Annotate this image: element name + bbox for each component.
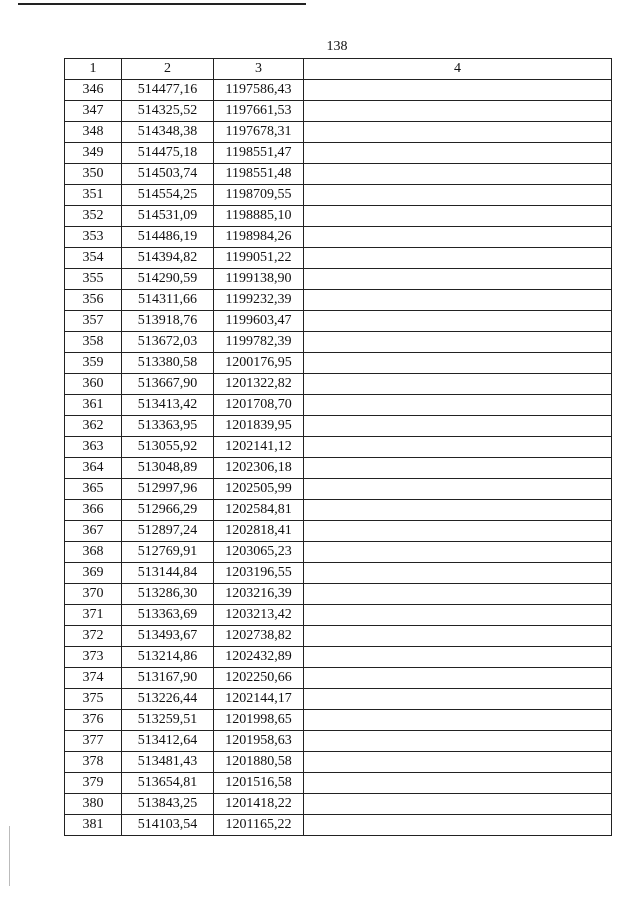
y-coordinate-cell: 1201839,95 — [214, 416, 304, 437]
y-coordinate-cell: 1200176,95 — [214, 353, 304, 374]
table-row — [65, 290, 612, 311]
table-row — [65, 521, 612, 542]
table-row — [65, 353, 612, 374]
y-coordinate-cell: 1202141,12 — [214, 437, 304, 458]
y-coordinate-cell: 1201998,65 — [214, 710, 304, 731]
y-coordinate-cell: 1198551,47 — [214, 143, 304, 164]
note-cell — [304, 164, 612, 185]
x-coordinate-cell: 514290,59 — [122, 269, 214, 290]
x-coordinate-cell: 512897,24 — [122, 521, 214, 542]
top-rule — [18, 3, 306, 5]
note-cell — [304, 605, 612, 626]
point-number-cell: 379 — [65, 773, 122, 794]
table-row — [65, 668, 612, 689]
x-coordinate-cell: 513672,03 — [122, 332, 214, 353]
y-coordinate-cell: 1202584,81 — [214, 500, 304, 521]
point-number-cell: 353 — [65, 227, 122, 248]
table-row — [65, 332, 612, 353]
y-coordinate-cell: 1201322,82 — [214, 374, 304, 395]
x-coordinate-cell: 514531,09 — [122, 206, 214, 227]
x-coordinate-cell: 513843,25 — [122, 794, 214, 815]
note-cell — [304, 143, 612, 164]
y-coordinate-cell: 1203216,39 — [214, 584, 304, 605]
header-cell-3: 3 — [214, 59, 304, 80]
note-cell — [304, 290, 612, 311]
point-number-cell: 368 — [65, 542, 122, 563]
x-coordinate-cell: 514348,38 — [122, 122, 214, 143]
x-coordinate-cell: 513412,64 — [122, 731, 214, 752]
table-row — [65, 479, 612, 500]
y-coordinate-cell: 1201880,58 — [214, 752, 304, 773]
y-coordinate-cell: 1199782,39 — [214, 332, 304, 353]
point-number-cell: 378 — [65, 752, 122, 773]
x-coordinate-cell: 513214,86 — [122, 647, 214, 668]
margin-mark — [9, 826, 10, 886]
note-cell — [304, 626, 612, 647]
x-coordinate-cell: 514103,54 — [122, 815, 214, 836]
x-coordinate-cell: 513363,69 — [122, 605, 214, 626]
y-coordinate-cell: 1198984,26 — [214, 227, 304, 248]
point-number-cell: 358 — [65, 332, 122, 353]
table-row — [65, 500, 612, 521]
x-coordinate-cell: 514325,52 — [122, 101, 214, 122]
point-number-cell: 362 — [65, 416, 122, 437]
table-body — [65, 80, 612, 836]
note-cell — [304, 458, 612, 479]
point-number-cell: 371 — [65, 605, 122, 626]
x-coordinate-cell: 513481,43 — [122, 752, 214, 773]
point-number-cell: 370 — [65, 584, 122, 605]
x-coordinate-cell: 514311,66 — [122, 290, 214, 311]
note-cell — [304, 395, 612, 416]
point-number-cell: 365 — [65, 479, 122, 500]
y-coordinate-cell: 1201516,58 — [214, 773, 304, 794]
y-coordinate-cell: 1201708,70 — [214, 395, 304, 416]
x-coordinate-cell: 513167,90 — [122, 668, 214, 689]
x-coordinate-cell: 513654,81 — [122, 773, 214, 794]
table-row — [65, 458, 612, 479]
point-number-cell: 357 — [65, 311, 122, 332]
note-cell — [304, 710, 612, 731]
y-coordinate-cell: 1201958,63 — [214, 731, 304, 752]
x-coordinate-cell: 514503,74 — [122, 164, 214, 185]
point-number-cell: 377 — [65, 731, 122, 752]
y-coordinate-cell: 1202144,17 — [214, 689, 304, 710]
header-cell-2: 2 — [122, 59, 214, 80]
y-coordinate-cell: 1199603,47 — [214, 311, 304, 332]
point-number-cell: 366 — [65, 500, 122, 521]
point-number-cell: 352 — [65, 206, 122, 227]
note-cell — [304, 521, 612, 542]
header-cell-1: 1 — [65, 59, 122, 80]
y-coordinate-cell: 1201165,22 — [214, 815, 304, 836]
x-coordinate-cell: 513259,51 — [122, 710, 214, 731]
note-cell — [304, 206, 612, 227]
x-coordinate-cell: 513144,84 — [122, 563, 214, 584]
x-coordinate-cell: 514475,18 — [122, 143, 214, 164]
point-number-cell: 350 — [65, 164, 122, 185]
point-number-cell: 348 — [65, 122, 122, 143]
table-row — [65, 206, 612, 227]
table-row — [65, 815, 612, 836]
point-number-cell: 354 — [65, 248, 122, 269]
note-cell — [304, 542, 612, 563]
point-number-cell: 355 — [65, 269, 122, 290]
table-row — [65, 794, 612, 815]
table-row — [65, 689, 612, 710]
y-coordinate-cell: 1197586,43 — [214, 80, 304, 101]
table-row — [65, 395, 612, 416]
x-coordinate-cell: 512966,29 — [122, 500, 214, 521]
y-coordinate-cell: 1197678,31 — [214, 122, 304, 143]
x-coordinate-cell: 513413,42 — [122, 395, 214, 416]
point-number-cell: 373 — [65, 647, 122, 668]
table-row — [65, 647, 612, 668]
y-coordinate-cell: 1203196,55 — [214, 563, 304, 584]
point-number-cell: 347 — [65, 101, 122, 122]
x-coordinate-cell: 514486,19 — [122, 227, 214, 248]
table-row — [65, 164, 612, 185]
y-coordinate-cell: 1202818,41 — [214, 521, 304, 542]
y-coordinate-cell: 1202505,99 — [214, 479, 304, 500]
table-row — [65, 122, 612, 143]
table-row — [65, 227, 612, 248]
note-cell — [304, 500, 612, 521]
y-coordinate-cell: 1198885,10 — [214, 206, 304, 227]
table-row — [65, 374, 612, 395]
note-cell — [304, 437, 612, 458]
note-cell — [304, 416, 612, 437]
table-row — [65, 773, 612, 794]
table-row — [65, 542, 612, 563]
table-row — [65, 101, 612, 122]
x-coordinate-cell: 513918,76 — [122, 311, 214, 332]
note-cell — [304, 752, 612, 773]
y-coordinate-cell: 1203065,23 — [214, 542, 304, 563]
x-coordinate-cell: 514394,82 — [122, 248, 214, 269]
table-row — [65, 584, 612, 605]
x-coordinate-cell: 513493,67 — [122, 626, 214, 647]
point-number-cell: 369 — [65, 563, 122, 584]
note-cell — [304, 794, 612, 815]
x-coordinate-cell: 514477,16 — [122, 80, 214, 101]
y-coordinate-cell: 1199138,90 — [214, 269, 304, 290]
point-number-cell: 372 — [65, 626, 122, 647]
table-row — [65, 437, 612, 458]
y-coordinate-cell: 1202738,82 — [214, 626, 304, 647]
point-number-cell: 381 — [65, 815, 122, 836]
x-coordinate-cell: 513667,90 — [122, 374, 214, 395]
note-cell — [304, 563, 612, 584]
x-coordinate-cell: 513048,89 — [122, 458, 214, 479]
point-number-cell: 367 — [65, 521, 122, 542]
note-cell — [304, 479, 612, 500]
point-number-cell: 376 — [65, 710, 122, 731]
table-row — [65, 710, 612, 731]
point-number-cell: 375 — [65, 689, 122, 710]
y-coordinate-cell: 1198551,48 — [214, 164, 304, 185]
table-row — [65, 626, 612, 647]
x-coordinate-cell: 513055,92 — [122, 437, 214, 458]
y-coordinate-cell: 1202250,66 — [214, 668, 304, 689]
note-cell — [304, 584, 612, 605]
point-number-cell: 363 — [65, 437, 122, 458]
coordinates-table — [64, 58, 612, 836]
point-number-cell: 360 — [65, 374, 122, 395]
y-coordinate-cell: 1199051,22 — [214, 248, 304, 269]
y-coordinate-cell: 1203213,42 — [214, 605, 304, 626]
note-cell — [304, 227, 612, 248]
note-cell — [304, 815, 612, 836]
y-coordinate-cell: 1202306,18 — [214, 458, 304, 479]
table-row — [65, 269, 612, 290]
note-cell — [304, 731, 612, 752]
page-number: 138 — [326, 39, 348, 54]
x-coordinate-cell: 513286,30 — [122, 584, 214, 605]
table-row — [65, 563, 612, 584]
note-cell — [304, 311, 612, 332]
table-row — [65, 185, 612, 206]
x-coordinate-cell: 513380,58 — [122, 353, 214, 374]
header-cell-4: 4 — [304, 59, 612, 80]
note-cell — [304, 668, 612, 689]
point-number-cell: 349 — [65, 143, 122, 164]
note-cell — [304, 647, 612, 668]
note-cell — [304, 332, 612, 353]
note-cell — [304, 248, 612, 269]
note-cell — [304, 269, 612, 290]
x-coordinate-cell: 512997,96 — [122, 479, 214, 500]
note-cell — [304, 353, 612, 374]
note-cell — [304, 374, 612, 395]
point-number-cell: 346 — [65, 80, 122, 101]
table-row — [65, 605, 612, 626]
note-cell — [304, 689, 612, 710]
table-row — [65, 416, 612, 437]
note-cell — [304, 122, 612, 143]
table-row — [65, 731, 612, 752]
x-coordinate-cell: 514554,25 — [122, 185, 214, 206]
note-cell — [304, 80, 612, 101]
table-row — [65, 143, 612, 164]
table-row — [65, 752, 612, 773]
note-cell — [304, 101, 612, 122]
point-number-cell: 359 — [65, 353, 122, 374]
point-number-cell: 361 — [65, 395, 122, 416]
point-number-cell: 374 — [65, 668, 122, 689]
table-row — [65, 311, 612, 332]
note-cell — [304, 773, 612, 794]
table-header-row — [65, 59, 612, 80]
x-coordinate-cell: 512769,91 — [122, 542, 214, 563]
table-row — [65, 248, 612, 269]
point-number-cell: 351 — [65, 185, 122, 206]
y-coordinate-cell: 1199232,39 — [214, 290, 304, 311]
point-number-cell: 380 — [65, 794, 122, 815]
point-number-cell: 364 — [65, 458, 122, 479]
y-coordinate-cell: 1197661,53 — [214, 101, 304, 122]
x-coordinate-cell: 513226,44 — [122, 689, 214, 710]
x-coordinate-cell: 513363,95 — [122, 416, 214, 437]
point-number-cell: 356 — [65, 290, 122, 311]
table-row — [65, 80, 612, 101]
note-cell — [304, 185, 612, 206]
y-coordinate-cell: 1201418,22 — [214, 794, 304, 815]
y-coordinate-cell: 1198709,55 — [214, 185, 304, 206]
y-coordinate-cell: 1202432,89 — [214, 647, 304, 668]
